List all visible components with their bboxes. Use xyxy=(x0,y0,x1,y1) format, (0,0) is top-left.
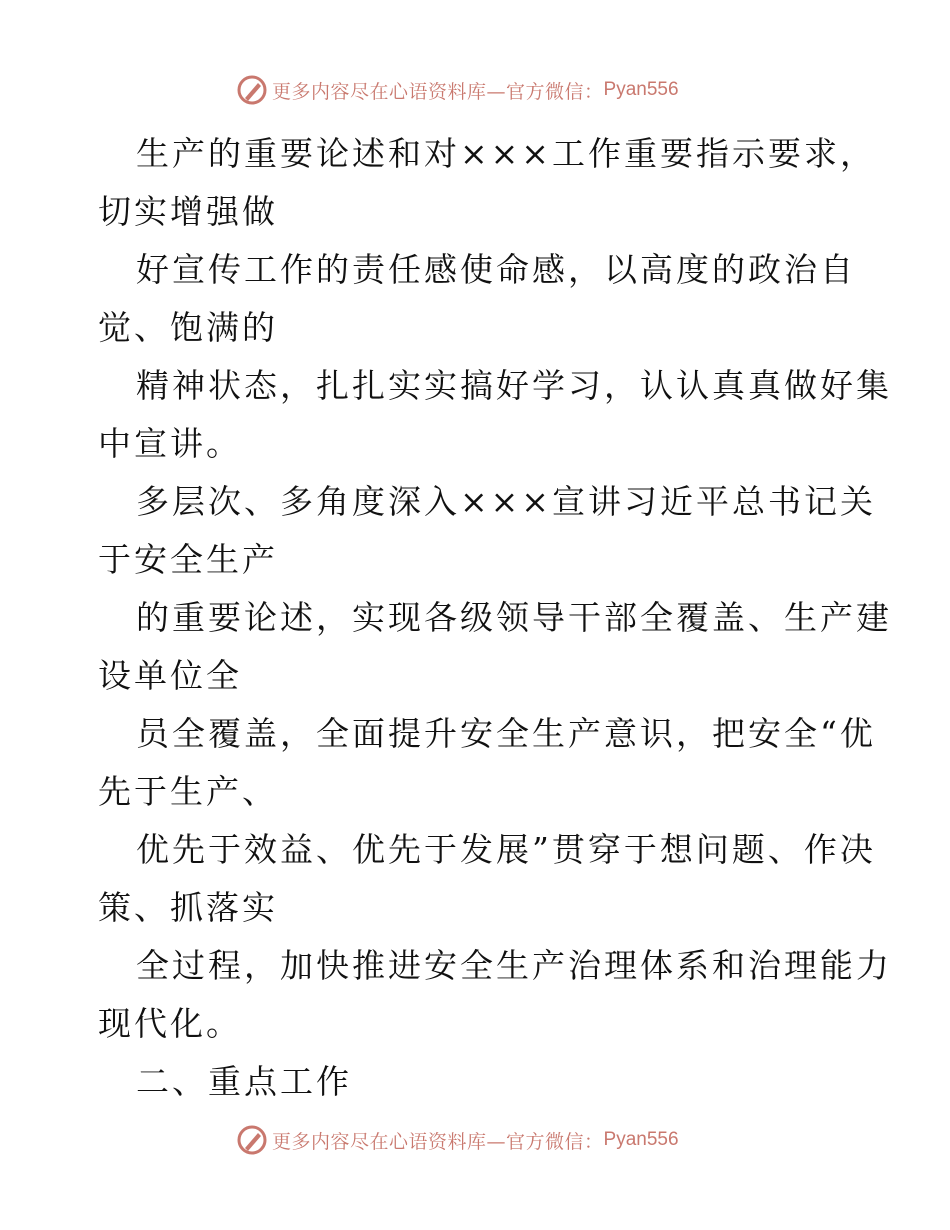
text-line: 的重要论述，实现各级领导干部全覆盖、生产建 xyxy=(136,598,892,637)
text-line: 员全覆盖，全面提升安全生产意识，把安全“优 xyxy=(136,714,876,753)
watermark-wechat-id: Pyan556 xyxy=(603,1129,679,1150)
header-watermark xyxy=(236,72,679,108)
text-line: 中宣讲。 xyxy=(98,424,242,463)
watermark-text: 更多内容尽在心语资料库—官方微信： xyxy=(272,80,604,103)
text-line: 多层次、多角度深入×××宣讲习近平总书记关 xyxy=(136,482,876,521)
text-line: 精神状态，扎扎实实搞好学习，认认真真做好集 xyxy=(136,366,892,405)
text-line: 全过程，加快推进安全生产治理体系和治理能力 xyxy=(136,946,892,985)
pen-logo-icon xyxy=(236,1124,268,1156)
text-line: 策、抓落实 xyxy=(98,888,278,927)
text-line: 好宣传工作的责任感使命感，以高度的政治自 xyxy=(136,250,856,289)
text-line: 设单位全 xyxy=(98,656,242,695)
text-line: 生产的重要论述和对×××工作重要指示要求， xyxy=(136,134,876,173)
pen-logo-icon xyxy=(236,74,268,106)
text-line: 现代化。 xyxy=(98,1004,242,1043)
watermark-wechat-id: Pyan556 xyxy=(603,79,679,100)
footer-watermark xyxy=(236,1122,679,1158)
text-line: 二、重点工作 xyxy=(136,1062,352,1101)
document-body xyxy=(98,125,892,1111)
text-line: 切实增强做 xyxy=(98,192,278,231)
text-line: 优先于效益、优先于发展”贯穿于想问题、作决 xyxy=(136,830,876,869)
text-line: 觉、饱满的 xyxy=(98,308,278,347)
text-line: 于安全生产 xyxy=(98,540,278,579)
watermark-text: 更多内容尽在心语资料库—官方微信： xyxy=(272,1130,604,1153)
text-line: 先于生产、 xyxy=(98,772,278,811)
